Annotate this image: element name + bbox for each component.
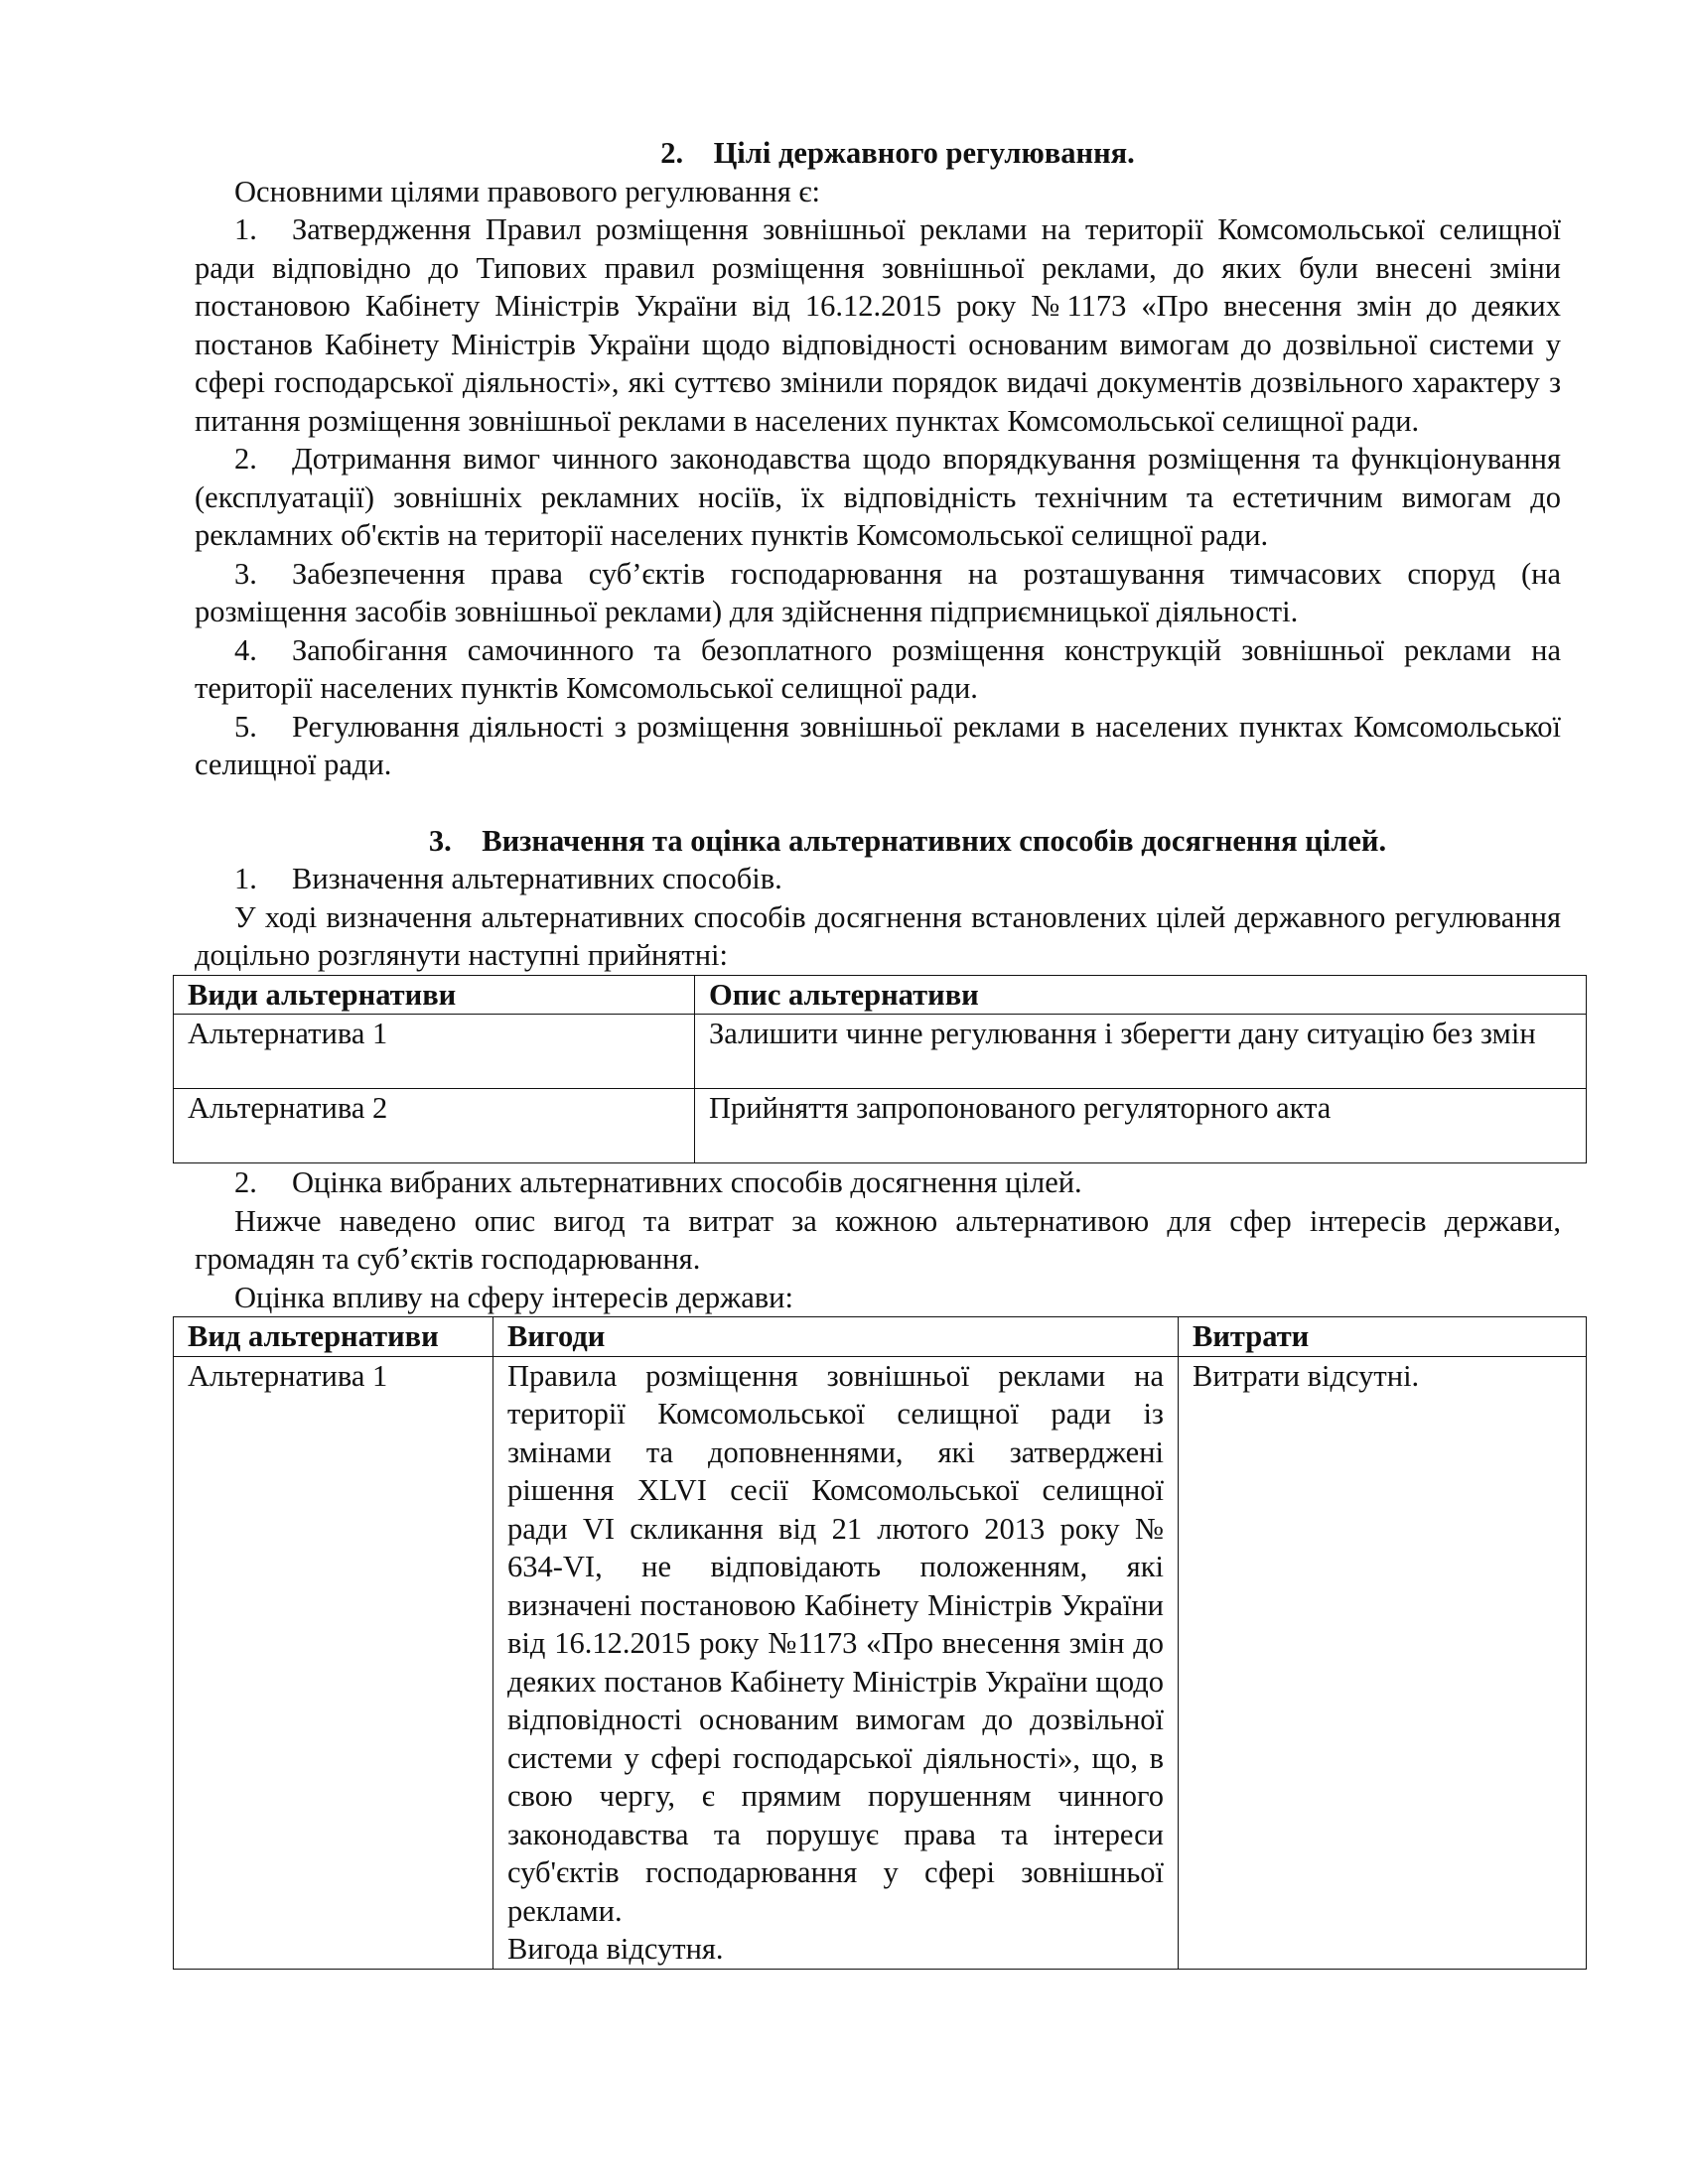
table-cell	[493, 1356, 1179, 1969]
section-2-heading: 2. Цілі державного регулювання.	[660, 136, 1135, 170]
goal-item-text: Дотримання вимог чинного законодавства щодо впорядкування розміщення та функціонування (експлуатації) зовнішніх рекламних носіїв, їх відповідність технічним та естетичним вимогам до рекламних об'єктів на території населених пунктів Комсомольської селищної ради.	[195, 442, 1561, 552]
goal-item-number: 4.	[234, 632, 257, 667]
benefit-note: Вигода відсутня.	[507, 1932, 724, 1966]
goal-item-5	[195, 708, 1561, 784]
subsection-1	[195, 860, 1561, 898]
benefits-costs-paragraph: Нижче наведено опис вигод та витрат за кожною альтернативою для сфер інтересів держави, громадян та суб’єктів господарювання.	[195, 1203, 1561, 1276]
table-row	[174, 1089, 1587, 1163]
column-header: Витрати	[1179, 1317, 1587, 1357]
table-cell: Витрати відсутні.	[1179, 1356, 1587, 1969]
goal-item-number: 1.	[234, 212, 257, 246]
subsection-number: 2.	[234, 1165, 257, 1199]
table-header-row	[174, 975, 1587, 1015]
table-row	[174, 1356, 1587, 1969]
goal-item-text: Запобігання самочинного та безоплатного розміщення конструкцій зовнішньої реклами на території населених пунктів Комсомольської селищної ради.	[195, 632, 1561, 705]
table-cell: Альтернатива 1	[174, 1015, 695, 1089]
goal-item-2	[195, 440, 1561, 555]
goal-item-3	[195, 555, 1561, 631]
column-header: Вигоди	[493, 1317, 1179, 1357]
subsection-text: Визначення альтернативних способів.	[292, 862, 782, 895]
goal-item-number: 2.	[234, 442, 257, 476]
subsection-number: 1.	[234, 862, 257, 895]
table-cell: Залишити чинне регулювання і зберегти дану ситуацію без змін	[695, 1015, 1587, 1089]
benefit-text: Правила розміщення зовнішньої реклами на території Комсомольської селищної ради із змінами та доповненнями, які затверджені рішення XLVI сесії Комсомольської селищної ради VI скликання від 21 лютого 2013 року № 634-VI, не відповідають положенням, які визначені постановою Кабінету Міністрів України від 16.12.2015 року №1173 «Про внесення змін до деяких постанов Кабінету Міністрів України щодо відповідності основаним вимогам до дозвільної системи у сфері господарської діяльності», що, в свою чергу, є прямим порушенням чинного законодавства та порушує права та інтереси суб'єктів господарювання у сфері зовнішньої реклами.	[507, 1358, 1164, 1928]
table-cell: Альтернатива 2	[174, 1089, 695, 1163]
alternatives-table	[173, 975, 1587, 1164]
column-header: Опис альтернативи	[695, 975, 1587, 1015]
table-cell: Альтернатива 1	[174, 1356, 493, 1969]
goal-item-number: 3.	[234, 556, 257, 591]
subsection-text: Оцінка вибраних альтернативних способів досягнення цілей.	[292, 1165, 1082, 1199]
goal-item-4	[195, 631, 1561, 708]
section-2-intro: Основними цілями правового регулювання є:	[234, 174, 820, 208]
goal-item-text: Забезпечення права суб’єктів господарювання на розташування тимчасових споруд (на розміщення засобів зовнішньої реклами) для здійснення підприємницької діяльності.	[195, 556, 1561, 628]
section-3-heading: 3. Визначення та оцінка альтернативних способів досягнення цілей.	[428, 823, 1387, 858]
column-header: Вид альтернативи	[174, 1317, 493, 1357]
goal-item-number: 5.	[234, 709, 257, 744]
state-impact-label: Оцінка впливу на сферу інтересів держави:	[234, 1280, 793, 1314]
alternatives-paragraph: У ході визначення альтернативних способів досягнення встановлених цілей державного регулювання доцільно розглянути наступні прийнятні:	[195, 899, 1561, 972]
table-row	[174, 1015, 1587, 1089]
goal-item-1	[195, 210, 1561, 440]
table-cell: Прийняття запропонованого регуляторного акта	[695, 1089, 1587, 1163]
column-header: Види альтернативи	[174, 975, 695, 1015]
subsection-2	[195, 1163, 1561, 1202]
goal-item-text: Затвердження Правил розміщення зовнішньої реклами на території Комсомольської селищної ради відповідно до Типових правил розміщення зовнішньої реклами, до яких були внесені зміни постановою Кабінету Міністрів України від 16.12.2015 року №1173 «Про внесення змін до деяких постанов Кабінету Міністрів України щодо відповідності основаним вимогам до дозвільної системи у сфері господарської діяльності», які суттєво змінили порядок видачі документів дозвільного характеру з питання розміщення зовнішньої реклами в населених пунктах Комсомольської селищної ради.	[195, 212, 1561, 438]
state-impact-table	[173, 1316, 1587, 1970]
table-header-row	[174, 1317, 1587, 1357]
document-page	[188, 134, 1561, 1970]
goal-item-text: Регулювання діяльності з розміщення зовнішньої реклами в населених пунктах Комсомольської селищної ради.	[195, 709, 1561, 781]
